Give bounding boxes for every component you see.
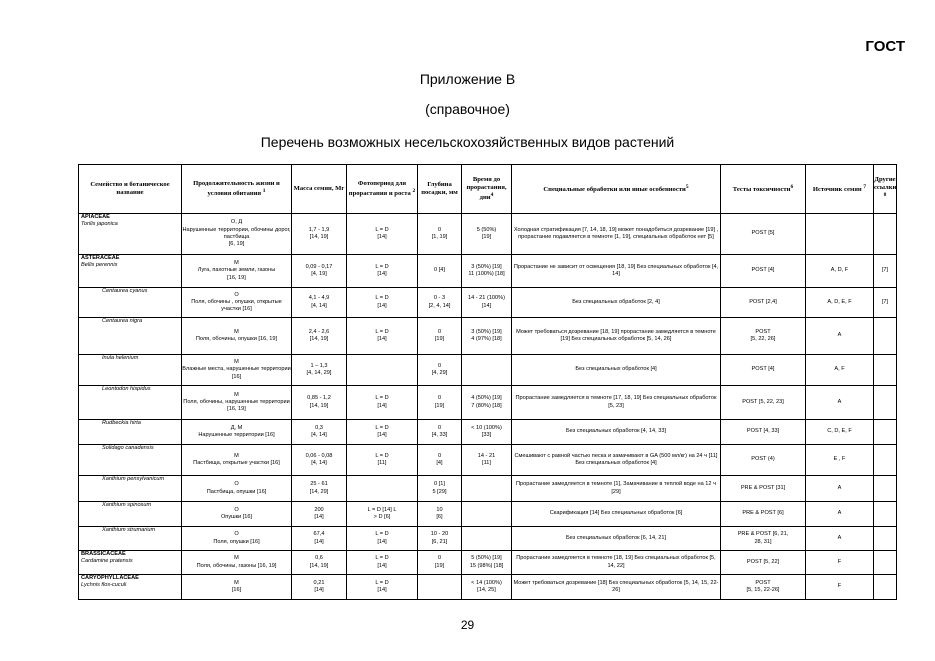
photoperiod-cell: L = D [14]: [347, 575, 418, 600]
other-refs-cell: [874, 551, 897, 575]
other-refs-cell: [874, 502, 897, 527]
species-cell: Centaurea cyanus: [79, 288, 182, 318]
header-special: Специальные обработки или иные особенности$^5$: [512, 165, 721, 214]
header-other-refs: Другие ссылки $^8$: [874, 165, 897, 214]
germination-cell: 3 (50%) [19] 11 (100%) [18]: [462, 255, 512, 288]
special-cell: Прорастание замедляется в темноте [18, 19] Без специальных обработок [5, 14, 22]: [512, 551, 721, 575]
photoperiod-cell: L = D [14]: [347, 255, 418, 288]
germination-cell: 14 - 21 (100%) [14]: [462, 288, 512, 318]
header-mass: Масса семян, Мг: [292, 165, 347, 214]
special-cell: Скарификация [14] Без специальных обработок [6]: [512, 502, 721, 527]
toxicity-cell: PRE & POST [6, 21, 28, 31]: [721, 527, 806, 551]
special-cell: Прорастание не зависит от освещения [18, 19] Без специальных обработок [4, 14]: [512, 255, 721, 288]
table-row: [79, 255, 897, 288]
table-row: [79, 355, 897, 386]
table-row: [79, 476, 897, 502]
header-photoperiod: Фотопериод для прорастания и роста $^2$: [347, 165, 418, 214]
lifespan-cell: О Опушки [16]: [182, 502, 292, 527]
mass-cell: 0,3 [4, 14]: [292, 420, 347, 445]
plant-species-table: [78, 164, 897, 600]
table-row: [79, 214, 897, 255]
mass-cell: 1 – 1,3 [4, 14, 29]: [292, 355, 347, 386]
lifespan-cell: М Влажные места, нарушенные территории [16]: [182, 355, 292, 386]
seed-source-cell: A: [806, 502, 874, 527]
other-refs-cell: [874, 318, 897, 355]
species-cell: Xanthium pensylvanicum: [79, 476, 182, 502]
toxicity-cell: PRE & POST [31]: [721, 476, 806, 502]
seed-source-cell: A: [806, 318, 874, 355]
seed-source-cell: A, F: [806, 355, 874, 386]
special-cell: Может требоваться дозревание [18, 19] прорастание замедляется в темноте [19] Без специальных обработок [5, 14, 26]: [512, 318, 721, 355]
species-cell: Xanthium strumarium: [79, 527, 182, 551]
other-refs-cell: [874, 527, 897, 551]
toxicity-cell: POST [4, 33]: [721, 420, 806, 445]
page-number: 29: [460, 618, 475, 632]
germination-cell: [462, 502, 512, 527]
seed-source-cell: F: [806, 551, 874, 575]
lifespan-cell: М Поля, обочины, газоны [16, 19]: [182, 551, 292, 575]
photoperiod-cell: L = D [14]: [347, 551, 418, 575]
germination-cell: [462, 527, 512, 551]
table-row: [79, 575, 897, 600]
mass-cell: 2,4 - 2,6 [14, 19]: [292, 318, 347, 355]
species-cell: BRASSICACEAE Cardamine pratensis: [79, 551, 182, 575]
lifespan-cell: М Поля, обочины, нарушенные территории [16, 19]: [182, 386, 292, 420]
other-refs-cell: [874, 476, 897, 502]
depth-cell: [418, 575, 462, 600]
special-cell: Смешивают с равной частью песка и замачивают в GA (500 мл/кг) на 24 ч [11] Без специальных обработок [4]: [512, 445, 721, 476]
toxicity-cell: POST (4): [721, 445, 806, 476]
depth-cell: 0 - 3 [2, 4, 14]: [418, 288, 462, 318]
seed-source-cell: A: [806, 476, 874, 502]
seed-source-cell: F: [806, 575, 874, 600]
other-refs-cell: [874, 386, 897, 420]
table-row: [79, 318, 897, 355]
germination-cell: [462, 355, 512, 386]
special-cell: Без специальных обработок [6, 14, 21]: [512, 527, 721, 551]
species-cell: CARYOPHYLLACEAE Lychnis flos-cuculi: [79, 575, 182, 600]
depth-cell: 10 [6]: [418, 502, 462, 527]
germination-cell: [462, 476, 512, 502]
depth-cell: 0 [4, 29]: [418, 355, 462, 386]
other-refs-cell: [874, 355, 897, 386]
mass-cell: 0,21 [14]: [292, 575, 347, 600]
mass-cell: 67,4 [14]: [292, 527, 347, 551]
germination-cell: < 10 (100%) [33]: [462, 420, 512, 445]
lifespan-cell: М Поля, обочины, опушки [16, 19]: [182, 318, 292, 355]
lifespan-cell: М Луга, пахотные земли, газоны [16, 19]: [182, 255, 292, 288]
seed-source-cell: A: [806, 527, 874, 551]
lifespan-cell: О Пастбища, опушки [16]: [182, 476, 292, 502]
seed-source-cell: A, D, E, F: [806, 288, 874, 318]
depth-cell: 0 [4]: [418, 445, 462, 476]
depth-cell: 0 [1] 5 [29]: [418, 476, 462, 502]
toxicity-cell: PRE & POST [6]: [721, 502, 806, 527]
depth-cell: 0 [4]: [418, 255, 462, 288]
photoperiod-cell: L = D [14]: [347, 527, 418, 551]
mass-cell: 0,6 [14, 19]: [292, 551, 347, 575]
species-cell: Leontodon hispidus: [79, 386, 182, 420]
germination-cell: 3 (50%) [19] 4 (97%) [18]: [462, 318, 512, 355]
toxicity-cell: POST [2,4]: [721, 288, 806, 318]
seed-source-cell: A, D, F: [806, 255, 874, 288]
seed-source-cell: [806, 214, 874, 255]
appendix-title: Приложение В: [419, 71, 516, 87]
table-row: [79, 551, 897, 575]
other-refs-cell: [874, 214, 897, 255]
mass-cell: 4,1 - 4,9 [4, 14]: [292, 288, 347, 318]
other-refs-cell: [874, 420, 897, 445]
depth-cell: 10 - 20 [6, 21]: [418, 527, 462, 551]
table-row: [79, 527, 897, 551]
seed-source-cell: E , F: [806, 445, 874, 476]
special-cell: Может требоваться дозревание [18] Без специальных обработок [5, 14, 15, 22-26]: [512, 575, 721, 600]
depth-cell: 0 [4, 33]: [418, 420, 462, 445]
depth-cell: 0 [19]: [418, 551, 462, 575]
toxicity-cell: POST [5, 15, 22-26]: [721, 575, 806, 600]
lifespan-cell: Д, М Нарушенные территории [16]: [182, 420, 292, 445]
seed-source-cell: A: [806, 386, 874, 420]
table-row: [79, 502, 897, 527]
germination-cell: 4 (50%) [19] 7 (80%) [18]: [462, 386, 512, 420]
species-cell: APIACEAE Torilis japonica: [79, 214, 182, 255]
toxicity-cell: POST [5, 22, 26]: [721, 318, 806, 355]
header-depth: Глубина посадки, мм: [418, 165, 462, 214]
header-lifespan: Продолжительность жизни и условия обитания $^1$: [182, 165, 292, 214]
species-cell: Solidago canadensis: [79, 445, 182, 476]
species-cell: Rudbeckia hirta: [79, 420, 182, 445]
depth-cell: 0 [19]: [418, 318, 462, 355]
table-header-row: [79, 165, 897, 214]
germination-cell: 14 - 21 [11]: [462, 445, 512, 476]
depth-cell: 0 [1, 19]: [418, 214, 462, 255]
species-cell: ASTERACEAE Bellis perennis: [79, 255, 182, 288]
lifespan-cell: О Поля, опушки [16]: [182, 527, 292, 551]
special-cell: Без специальных обработок [2, 4]: [512, 288, 721, 318]
special-cell: Прорастание замедляется в темноте [17, 18, 19] Без специальных обработок [5, 23]: [512, 386, 721, 420]
toxicity-cell: POST [4]: [721, 355, 806, 386]
special-cell: Холодная стратификация [7, 14, 18, 19] может понадобиться дозревание [19] , прорастание подавляется в темноте [1, 19], специальных обработок нет [5]: [512, 214, 721, 255]
special-cell: Без специальных обработок [4]: [512, 355, 721, 386]
other-refs-cell: [7]: [874, 255, 897, 288]
germination-cell: < 14 (100%) [14, 25]: [462, 575, 512, 600]
seed-source-cell: C, D, E, F: [806, 420, 874, 445]
lifespan-cell: О, Д Нарушенные территории, обочины дорог, пастбища [6, 19]: [182, 214, 292, 255]
lifespan-cell: М Пастбища, открытые участки [16]: [182, 445, 292, 476]
photoperiod-cell: [347, 355, 418, 386]
depth-cell: 0 [19]: [418, 386, 462, 420]
photoperiod-cell: L = D [14]: [347, 288, 418, 318]
header-seed-source: Источник семян $^7$: [806, 165, 874, 214]
species-cell: Centaurea nigra: [79, 318, 182, 355]
photoperiod-cell: L = D [14]: [347, 386, 418, 420]
germination-cell: 5 (50%) [19]: [462, 214, 512, 255]
photoperiod-cell: L = D [14] L > D [6]: [347, 502, 418, 527]
germination-cell: 5 (50%) [19] 15 (98%) [18]: [462, 551, 512, 575]
table-title: Перечень возможных несельскохозяйственных видов растений: [260, 134, 675, 150]
species-cell: Inula helenium: [79, 355, 182, 386]
mass-cell: 0,09 - 0,17 [4, 19]: [292, 255, 347, 288]
toxicity-cell: POST [5]: [721, 214, 806, 255]
special-cell: Прорастание замедляется в темноте [1], Замачивание в теплой воде на 12 ч [29]: [512, 476, 721, 502]
other-refs-cell: [874, 445, 897, 476]
mass-cell: 0,85 - 1,2 [14, 19]: [292, 386, 347, 420]
photoperiod-cell: L = D [14]: [347, 214, 418, 255]
header-family: Семейство и ботаническое название: [79, 165, 182, 214]
lifespan-cell: О Поля, обочины , опушки, открытые участки [16]: [182, 288, 292, 318]
photoperiod-cell: L = D [14]: [347, 318, 418, 355]
gost-label: ГОСТ: [865, 38, 905, 55]
table-row: [79, 445, 897, 476]
header-toxicity: Тесты токсичности$^6$: [721, 165, 806, 214]
photoperiod-cell: L = D [11]: [347, 445, 418, 476]
species-cell: Xanthium spinosum: [79, 502, 182, 527]
appendix-type: (справочное): [425, 101, 510, 117]
mass-cell: 1,7 - 1,9 [14, 19]: [292, 214, 347, 255]
lifespan-cell: М [16]: [182, 575, 292, 600]
header-germ-time: Время до прорастания, дни$^4$: [462, 165, 512, 214]
photoperiod-cell: L = D [14]: [347, 420, 418, 445]
table-row: [79, 420, 897, 445]
other-refs-cell: [874, 575, 897, 600]
special-cell: Без специальных обработок [4, 14, 33]: [512, 420, 721, 445]
other-refs-cell: [7]: [874, 288, 897, 318]
photoperiod-cell: [347, 476, 418, 502]
table-row: [79, 288, 897, 318]
toxicity-cell: POST [4]: [721, 255, 806, 288]
mass-cell: 25 - 61 [14, 29]: [292, 476, 347, 502]
toxicity-cell: POST [5, 22]: [721, 551, 806, 575]
mass-cell: 0,06 - 0,08 [4, 14]: [292, 445, 347, 476]
table-row: [79, 386, 897, 420]
mass-cell: 200 [14]: [292, 502, 347, 527]
toxicity-cell: POST [5, 22, 23]: [721, 386, 806, 420]
